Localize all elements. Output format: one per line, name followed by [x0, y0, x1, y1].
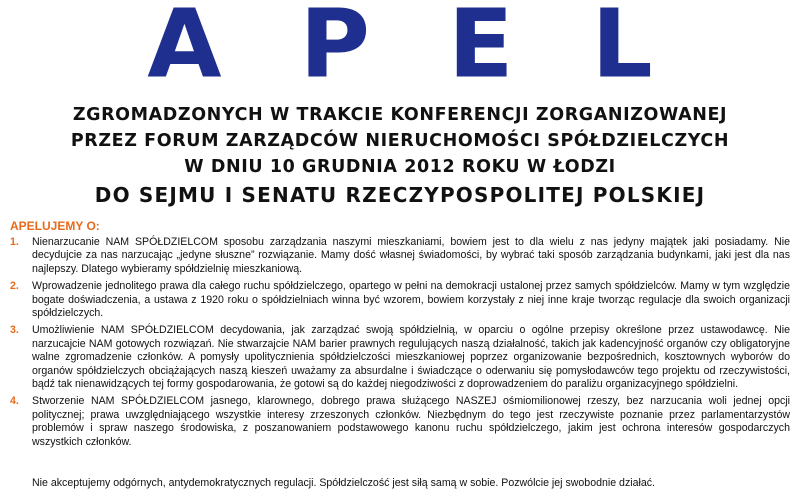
- item-number: 2.: [10, 280, 19, 293]
- item-number: 3.: [10, 324, 19, 337]
- heading-line-2: PRZEZ FORUM ZARZĄDCÓW NIERUCHOMOŚCI SPÓŁDZIELCZYCH: [70, 131, 730, 151]
- item-text: Umożliwienie NAM SPÓŁDZIELCOM decydowania, jak zarządzać swoją spółdzielnią, w oparciu o ogólne przepisy określone przez ustawodawcę. Nie narzucajcie NAM gotowych rozwiązań. Nie stwarzajcie NAM barier prawnych regulujących naszą działalność, takich jak kadencyjność organów czy obligatoryjne walne zgromadzenie członków. A pomysły upolitycznienia spółdzielczości mieszkaniowej poprzez organizowanie bezpośrednich, kosztownych wyborów do organów spółdzielczych obciążających naszą kieszeń uważamy za absurdalne i świadczące o oderwaniu się pomysłodawców tego projektu od rzeczywistości, bądź tak nienawidzących tej formy gospodarowania, że gotowi są do każdej niegodziwości z doprowadzeniem do paraliżu organizacyjnego spółdzielni.: [32, 324, 790, 391]
- list-item: [10, 395, 790, 449]
- item-number: 1.: [10, 236, 19, 248]
- appeal-list: [10, 236, 790, 453]
- document-title: APEL: [147, 0, 731, 99]
- item-text: Wprowadzenie jednolitego prawa dla całego ruchu spółdzielczego, opartego w pełni na demokracji ustalonej przez samych spółdzielców. Mamy w tym względzie bogate doświadczenia, a ustawa z 1920 roku o spółdzielniach winna być wzorem, bowiem korzystały z niej inne kraje tworząc regulacje dla swoich organizacji spółdzielczych.: [32, 280, 790, 320]
- list-item: [10, 280, 790, 320]
- item-text: Nienarzucanie NAM SPÓŁDZIELCOM sposobu zarządzania naszymi mieszkaniami, bowiem jest to dla wielu z nas jedyny majątek jaki posiadamy. Nie decydujcie za nas narzucając „jedyne słuszne” rozwiązanie. Mamy dość własnej świadomości, by wybrać taki sposób zarządzania budynkami, jaki jest dla nas najlepszy. Dlatego wybieramy spółdzielnię mieszkaniową.: [32, 236, 790, 275]
- item-number: 4.: [10, 395, 19, 408]
- list-item: [10, 236, 790, 276]
- heading-line-3: W DNIU 10 GRUDNIA 2012 ROKU W ŁODZI: [184, 157, 616, 177]
- list-item: [10, 324, 790, 391]
- heading-line-4: DO SEJMU I SENATU RZECZYPOSPOLITEJ POLSKIEJ: [94, 183, 706, 207]
- section-title: APELUJEMY O:: [10, 219, 100, 233]
- item-text: Stworzenie NAM SPÓŁDZIELCOM jasnego, klarownego, dobrego prawa służącego NASZEJ ośmiomilionowej rzeszy, bez narzucania woli jednej opcji politycznej; prawa uwzględniającego wszystkie interesy zrzeszonych członków. Niezbędnym do tego jest rzeczywiste poznanie przez parlamentarzystów problemów i spraw naszego środowiska, z poszanowaniem podstawowego kanonu ruchu spółdzielczego, jakim jest ochrona interesów gospodarczych wszystkich członków.: [32, 395, 790, 448]
- heading-line-1: ZGROMADZONYCH W TRAKCIE KONFERENCJI ZORGANIZOWANEJ: [72, 105, 728, 125]
- closing-statement: Nie akceptujemy odgórnych, antydemokratycznych regulacji. Spółdzielczość jest siłą samą w sobie. Pozwólcie jej swobodnie działać.: [32, 477, 655, 489]
